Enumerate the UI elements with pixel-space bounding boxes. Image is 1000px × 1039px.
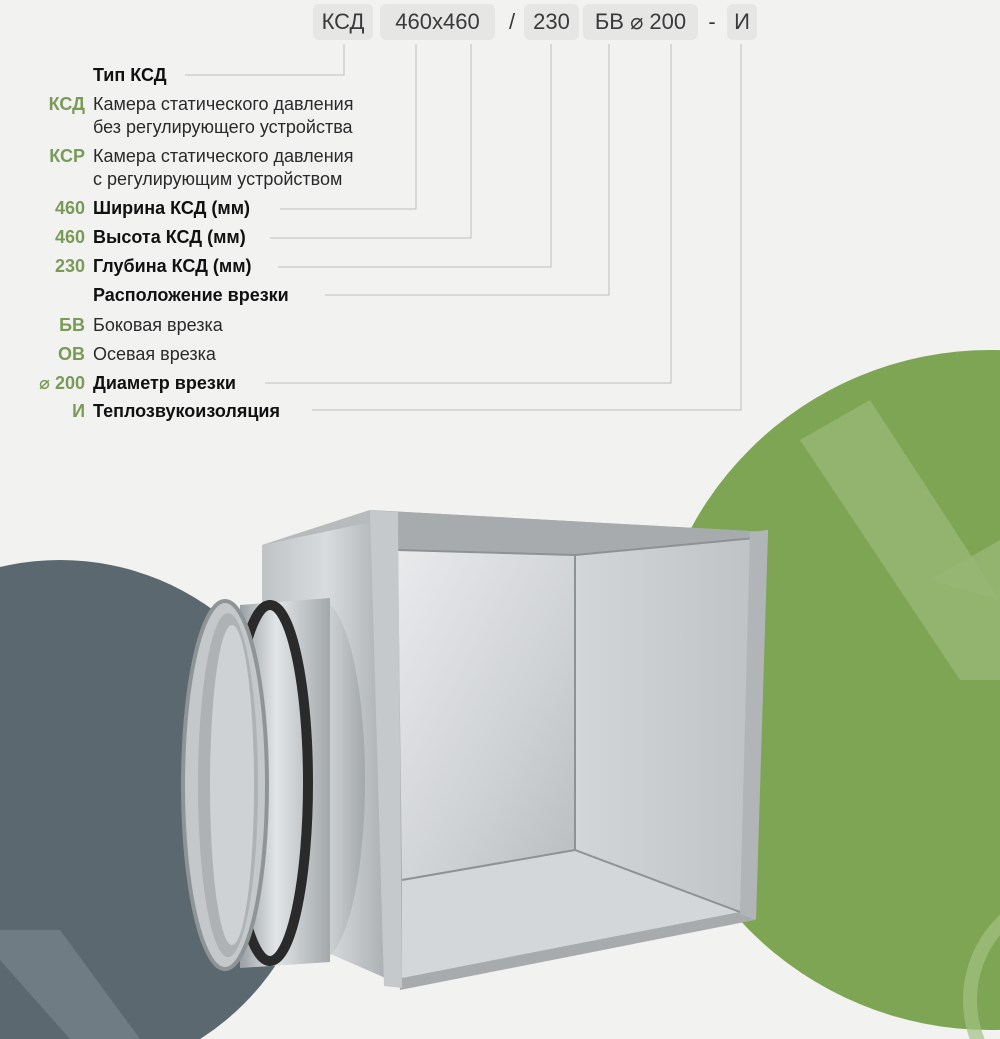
legend-code-ov: ОВ xyxy=(58,344,85,364)
chip-insulation: И xyxy=(727,4,757,40)
legend-code-ksr: КСР xyxy=(49,146,85,166)
chip-spigot: БВ ⌀ 200 xyxy=(583,4,698,40)
legend-code-diameter: ⌀ 200 xyxy=(39,373,85,393)
chip-size: 460х460 xyxy=(380,4,495,40)
legend-code-insulation: И xyxy=(72,401,85,421)
legend-code-depth: 230 xyxy=(54,256,85,276)
spigot-inner-shade xyxy=(210,625,254,945)
chip-slash: / xyxy=(508,9,516,34)
legend-desc-ov: Осевая врезка xyxy=(93,344,216,364)
legend-code-ksd: КСД xyxy=(48,94,85,114)
legend-desc-width: Ширина КСД (мм) xyxy=(93,198,251,218)
legend-desc-ksd-1: Камера статического давления xyxy=(93,94,354,114)
legend-desc-diameter: Диаметр врезки xyxy=(93,373,236,393)
legend-code-width: 460 xyxy=(54,198,85,218)
legend-code-height: 460 xyxy=(54,227,85,247)
chip-type: КСД xyxy=(313,4,373,40)
legend-desc-ksr-1: Камера статического давления xyxy=(93,146,354,166)
chip-dash: - xyxy=(708,9,716,34)
legend-desc-insulation: Теплозвукоизоляция xyxy=(93,401,280,421)
legend-title-spigot: Расположение врезки xyxy=(93,285,289,305)
box-inner-back xyxy=(398,550,575,880)
legend-code-bv: БВ xyxy=(59,315,85,335)
legend-desc-ksd-2: без регулирующего устройства xyxy=(93,117,353,137)
chip-depth: 230 xyxy=(524,4,579,40)
legend-title-type: Тип КСД xyxy=(93,65,167,85)
product-image xyxy=(170,500,790,1000)
legend-desc-ksr-2: с регулирующим устройством xyxy=(93,169,343,189)
legend-desc-bv: Боковая врезка xyxy=(93,315,223,335)
legend-desc-depth: Глубина КСД (мм) xyxy=(93,256,252,276)
legend-desc-height: Высота КСД (мм) xyxy=(93,227,246,247)
box-inner-right xyxy=(575,538,755,912)
